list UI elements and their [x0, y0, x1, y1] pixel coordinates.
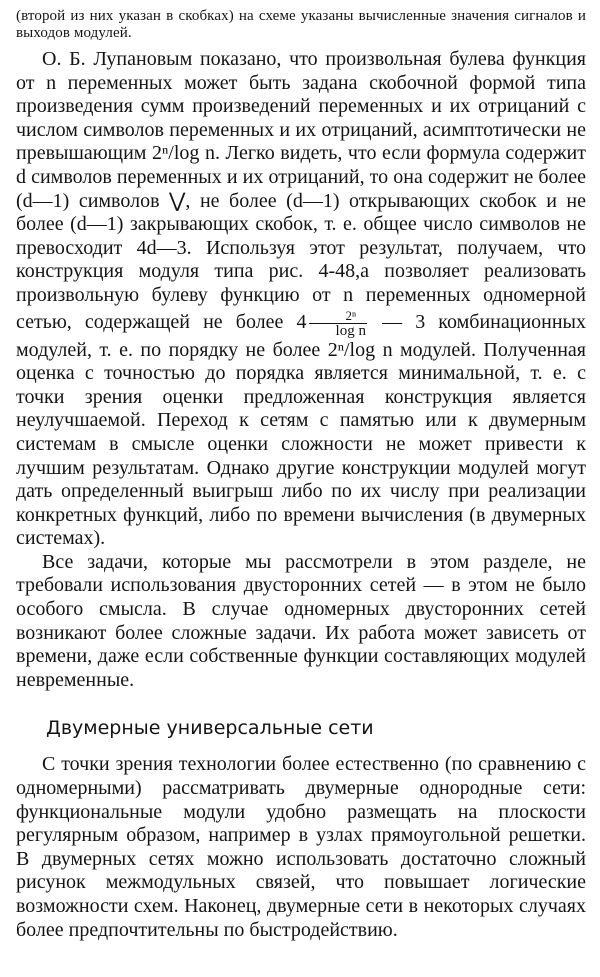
- paragraph-lupanov-part-b: — 3 комбинационных модулей, т. е. по порядку не более 2ⁿ/log n модулей. Полученная оценка с точностью до порядка является минимальной, т. е. с точки зрения оценки предложенная конструкция является неулучшаемой. Переход к сетям с памятью или к двумерным системам в смысле оценки сложности не может привести к лучшим результатам. Однако другие конструкции модулей могут дать определенный выигрыш либо по их числу при реализации конкретных функций, либо по времени вычисления (в двумерных системах).: [16, 310, 586, 550]
- paragraph-lupanov: [16, 48, 586, 551]
- paragraph-2d-networks: С точки зрения технологии более естественно (по сравнению с одномерными) рассматривать двумерные однородные сети: функциональные модули удобно размещать на плоскости регулярным образом, например в узлах прямоугольной решетки. В двумерных сетях можно использовать достаточно сложный рисунок межмодульных связей, что повышает логические возможности схем. Наконец, двумерные сети в некоторых случаях более предпочтительны по быстродействию.: [16, 753, 586, 941]
- paragraph-two-sided-networks: Все задачи, которые мы рассмотрели в этом разделе, не требовали использования двусторонних сетей — в этом не было особого смысла. В случае одномерных двусторонних сетей возникают более сложные задачи. Их работа может зависеть от времени, даже если собственные функции составляющих модулей невременные.: [16, 550, 586, 691]
- fraction-numerator: 2ⁿ: [309, 308, 367, 324]
- fraction-denominator: log n: [335, 322, 366, 339]
- fraction-formula: [309, 308, 367, 339]
- paragraph-lupanov-part-a: О. Б. Лупановым показано, что произвольная булева функция от n переменных может быть задана скобочной формой типа произведения сумм произведений переменных и их отрицаний с числом символов переменных и их отрицаний, асимптотически не превышающим 2ⁿ/log n. Легко видеть, что если формула содержит d символов переменных и их отрицаний, то она содержит не более (d—1) символов ⋁, не более (d—1) открывающих скобок и не более (d—1) закрывающих скобок, т. е. общее число символов не превосходит 4d—3. Используя этот результат, получаем, что конструкция модуля типа рис. 4-48,а позволяет реализовать произвольную булеву функцию от n переменных одномерной сетью, содержащей не более 4: [16, 48, 586, 333]
- section-heading: Двумерные универсальные сети: [46, 717, 374, 740]
- intro-text: (второй из них указан в скобках) на схеме указаны вычисленные значения сигналов и выходов модулей.: [16, 8, 586, 41]
